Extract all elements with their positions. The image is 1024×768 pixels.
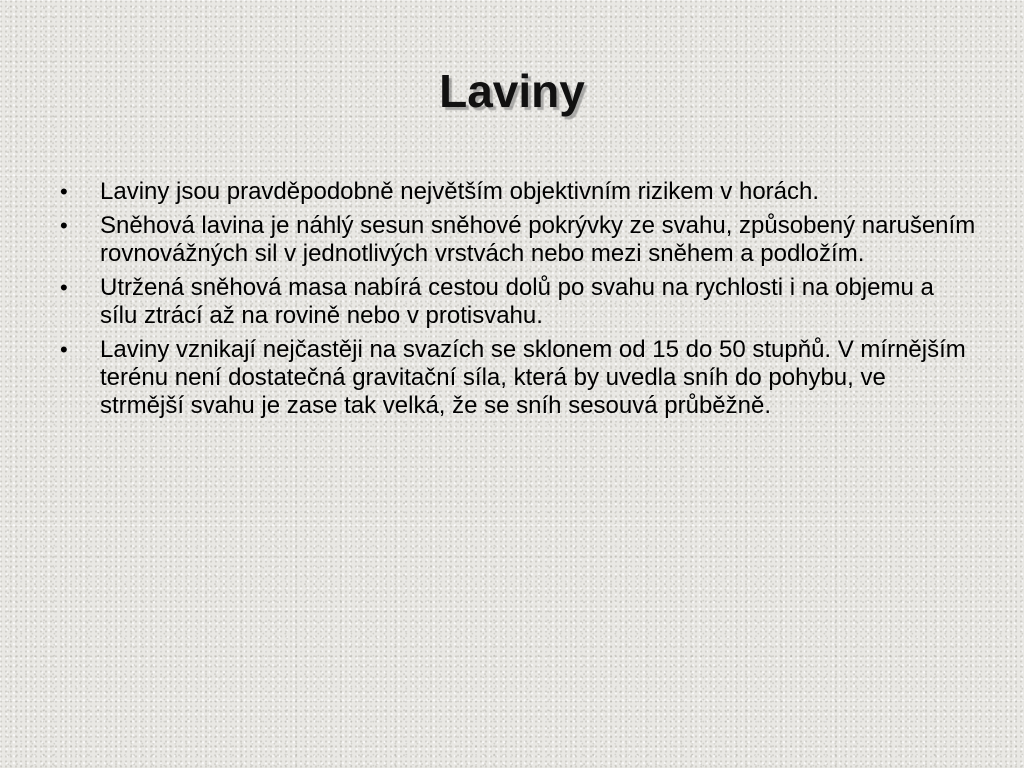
- bullet-text: Utržená sněhová masa nabírá cestou dolů po svahu na rychlosti i na objemu a sílu ztrácí až na rovině nebo v protisvahu.: [100, 274, 934, 329]
- bullet-text: Sněhová lavina je náhlý sesun sněhové pokrývky ze svahu, způsobený narušením rovnovážných sil v jednotlivých vrstvách nebo mezi sněhem a podložím.: [100, 212, 976, 267]
- bullet-marker: •: [60, 337, 68, 362]
- bullet-marker: •: [60, 213, 68, 238]
- bullet-item: [56, 212, 976, 268]
- bullet-marker: •: [60, 275, 68, 300]
- bullet-item: [56, 336, 976, 420]
- bullet-item: [56, 274, 976, 330]
- bullet-marker: •: [60, 179, 68, 204]
- bullet-item: [56, 178, 976, 206]
- bullet-text: Laviny jsou pravděpodobně největším objektivním rizikem v horách.: [100, 178, 820, 205]
- bullet-list: [56, 178, 976, 426]
- bullet-text: Laviny vznikají nejčastěji na svazích se sklonem od 15 do 50 stupňů. V mírnějším terénu není dostatečná gravitační síla, která by uvedla sníh do pohybu, ve strmější svahu je zase tak velká, že se sníh sesouvá průběžně.: [100, 336, 966, 419]
- slide-title: Laviny: [439, 65, 585, 117]
